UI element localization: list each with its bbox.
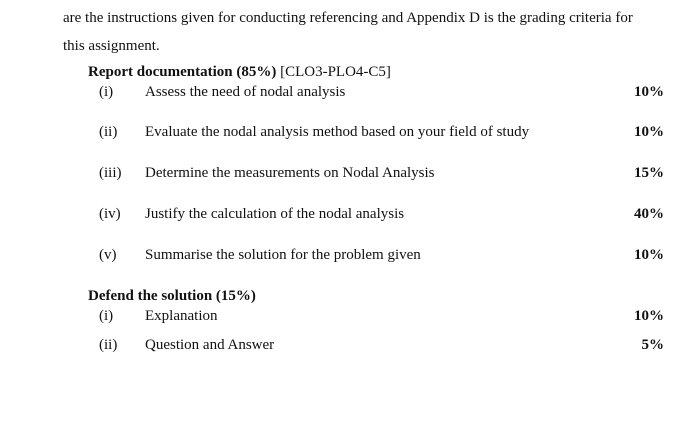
item-percentage: 10%	[634, 84, 664, 100]
criteria-row	[0, 124, 700, 144]
intro-line-1: are the instructions given for conducting referencing and Appendix D is the grading criteria for	[63, 10, 633, 26]
item-percentage: 10%	[634, 124, 664, 140]
report-documentation-heading	[88, 64, 391, 81]
report-heading-bold: Report documentation (85%)	[88, 64, 277, 80]
criteria-row	[0, 206, 700, 226]
item-number: (i)	[99, 308, 114, 324]
item-percentage: 5%	[641, 337, 664, 353]
item-number: (ii)	[99, 337, 118, 353]
item-text: Justify the calculation of the nodal analysis	[145, 206, 405, 222]
item-text: Explanation	[145, 308, 218, 324]
criteria-row	[0, 337, 700, 357]
item-text: Summarise the solution for the problem given	[145, 247, 421, 263]
intro-line-2: this assignment.	[63, 38, 160, 54]
item-text: Evaluate the nodal analysis method based on your field of study	[145, 124, 530, 140]
defend-solution-heading: Defend the solution (15%)	[88, 288, 256, 304]
item-percentage: 40%	[634, 206, 664, 222]
item-number: (ii)	[99, 124, 118, 140]
item-number: (v)	[99, 247, 117, 263]
item-percentage: 15%	[634, 165, 664, 181]
criteria-row	[0, 247, 700, 267]
item-percentage: 10%	[634, 247, 664, 263]
item-number: (i)	[99, 84, 114, 100]
criteria-row	[0, 165, 700, 185]
item-text: Determine the measurements on Nodal Analysis	[145, 165, 435, 181]
item-number: (iii)	[99, 165, 122, 181]
criteria-row	[0, 308, 700, 328]
criteria-row	[0, 84, 700, 104]
item-text: Assess the need of nodal analysis	[145, 84, 346, 100]
item-number: (iv)	[99, 206, 121, 222]
item-percentage: 10%	[634, 308, 664, 324]
item-text: Question and Answer	[145, 337, 275, 353]
report-heading-code: [CLO3-PLO4-C5]	[276, 64, 391, 80]
